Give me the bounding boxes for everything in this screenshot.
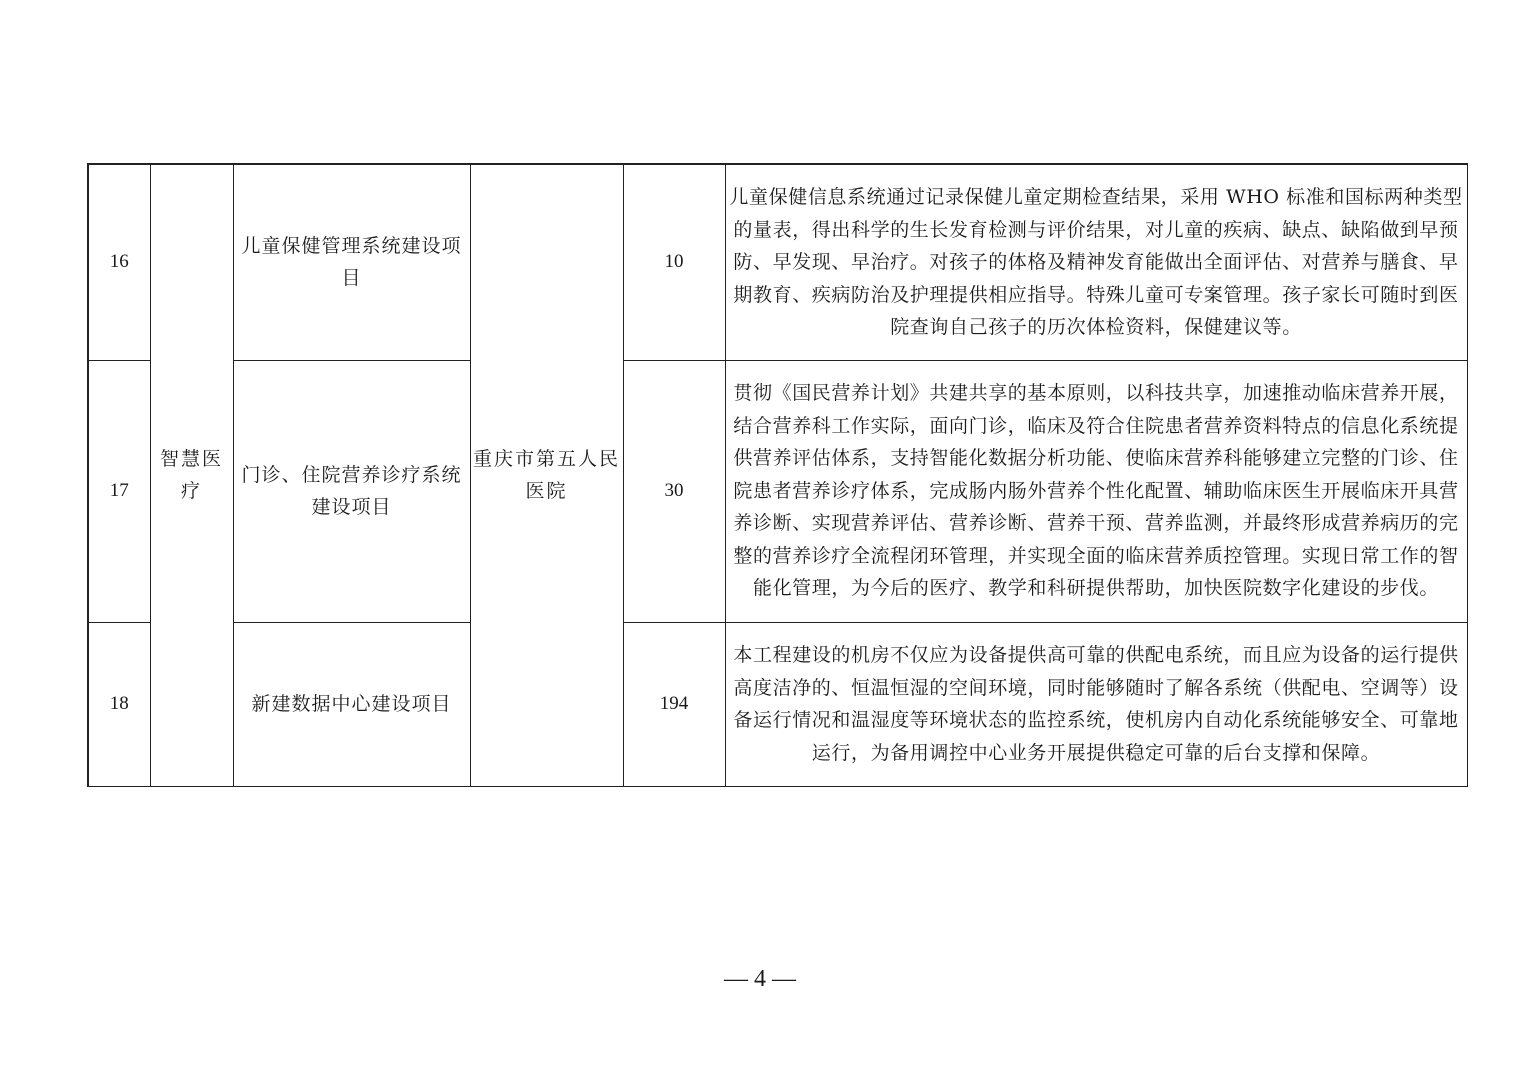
project-name: 新建数据中心建设项目 <box>233 622 470 786</box>
project-table <box>87 163 1468 787</box>
amount-cell: 30 <box>623 360 725 622</box>
row-index: 18 <box>88 622 150 786</box>
description-cell: 贯彻《国民营养计划》共建共享的基本原则，以科技共享，加速推动临床营养开展，结合营养科工作实际，面向门诊，临床及符合住院患者营养资料特点的信息化系统提供营养评估体系，支持智能化数据分析功能、使临床营养科能够建立完整的门诊、住院患者营养诊疗体系，完成肠内肠外营养个性化配置、辅助临床医生开展临床开具营养诊断、实现营养评估、营养诊断、营养干预、营养监测，并最终形成营养病历的完整的营养诊疗全流程闭环管理，并实现全面的临床营养质控管理。实现日常工作的智能化管理，为今后的医疗、教学和科研提供帮助，加快医院数字化建设的步伐。 <box>725 360 1467 622</box>
amount-cell: 10 <box>623 164 725 360</box>
table-row <box>88 360 1467 622</box>
page-number: — 4 — <box>724 966 796 992</box>
table-row <box>88 622 1467 786</box>
amount-cell: 194 <box>623 622 725 786</box>
project-name: 门诊、住院营养诊疗系统建设项目 <box>233 360 470 622</box>
project-name: 儿童保健管理系统建设项目 <box>233 164 470 360</box>
unit-cell: 重庆市第五人民医院 <box>470 164 623 786</box>
row-index: 17 <box>88 360 150 622</box>
row-index: 16 <box>88 164 150 360</box>
table-row <box>88 164 1467 360</box>
category-cell: 智慧医疗 <box>150 164 233 786</box>
description-cell: 儿童保健信息系统通过记录保健儿童定期检查结果，采用 WHO 标准和国标两种类型的量表，得出科学的生长发育检测与评价结果，对儿童的疾病、缺点、缺陷做到早预防、早发现、早治疗。对孩子的体格及精神发育能做出全面评估、对营养与膳食、早期教育、疾病防治及护理提供相应指导。特殊儿童可专案管理。孩子家长可随时到医院查询自己孩子的历次体检资料，保健建议等。 <box>725 164 1467 360</box>
description-cell: 本工程建设的机房不仅应为设备提供高可靠的供配电系统，而且应为设备的运行提供高度洁净的、恒温恒湿的空间环境，同时能够随时了解各系统（供配电、空调等）设备运行情况和温湿度等环境状态的监控系统，使机房内自动化系统能够安全、可靠地运行，为备用调控中心业务开展提供稳定可靠的后台支撑和保障。 <box>725 622 1467 786</box>
